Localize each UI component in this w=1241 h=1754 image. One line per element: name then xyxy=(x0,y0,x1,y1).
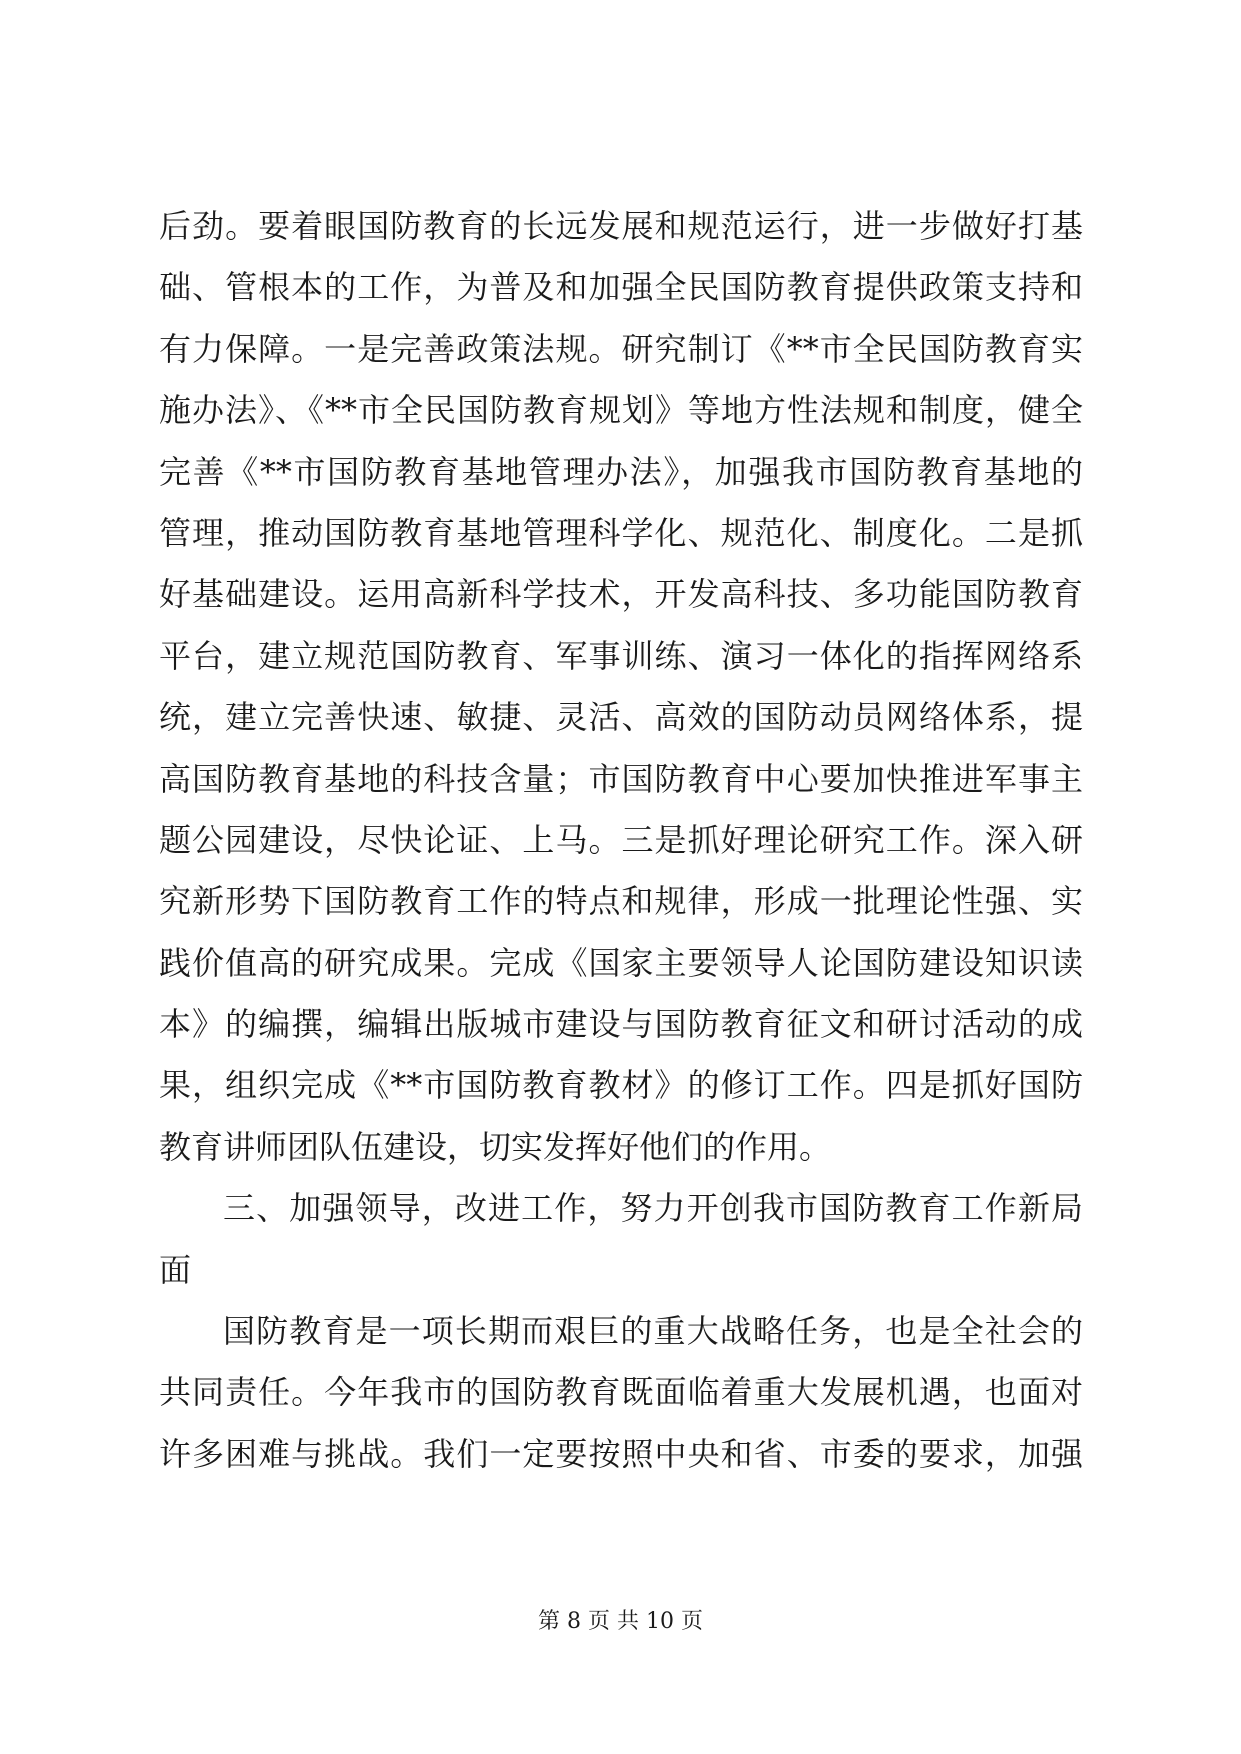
body-text-line: 许多困难与挑战。我们一定要按照中央和省、市委的要求，加强 xyxy=(159,1434,1083,1473)
body-text-line: 题公园建设，尽快论证、上马。三是抓好理论研究工作。深入研 xyxy=(159,820,1083,859)
body-text-line: 国防教育是一项长期而艰巨的重大战略任务，也是全社会的 xyxy=(223,1312,1083,1351)
body-text-line: 后劲。要着眼国防教育的长远发展和规范运行，进一步做好打基 xyxy=(159,207,1083,245)
body-text-line: 本》的编撰，编辑出版城市建设与国防教育征文和研讨活动的成 xyxy=(159,1005,1083,1044)
body-text-line: 完善《**市国防教育基地管理办法》，加强我市国防教育基地的 xyxy=(159,452,1083,491)
body-text-line: 践价值高的研究成果。完成《国家主要领导人论国防建设知识读 xyxy=(159,943,1083,982)
body-text-line: 好基础建设。运用高新科学技术，开发高科技、多功能国防教育 xyxy=(159,575,1083,614)
body-text-line: 共同责任。今年我市的国防教育既面临着重大发展机遇，也面对 xyxy=(159,1373,1083,1412)
body-text-line: 高国防教育基地的科技含量；市国防教育中心要加快推进军事主 xyxy=(159,759,1083,798)
body-text-line: 统，建立完善快速、敏捷、灵活、高效的国防动员网络体系，提 xyxy=(159,698,1083,737)
page-number-footer: 第 8 页 共 10 页 xyxy=(538,1609,703,1634)
section-heading-line: 面 xyxy=(159,1250,192,1289)
section-heading-line: 三、加强领导，改进工作，努力开创我市国防教育工作新局 xyxy=(223,1189,1083,1228)
body-text-line: 管理，推动国防教育基地管理科学化、规范化、制度化。二是抓 xyxy=(159,513,1083,552)
body-text-line: 础、管根本的工作，为普及和加强全民国防教育提供政策支持和 xyxy=(159,268,1083,307)
body-text-line: 果，组织完成《**市国防教育教材》的修订工作。四是抓好国防 xyxy=(159,1066,1083,1105)
body-text-line: 有力保障。一是完善政策法规。研究制订《**市全民国防教育实 xyxy=(159,329,1083,368)
document-body xyxy=(159,196,1083,1485)
body-text-line: 平台，建立规范国防教育、军事训练、演习一体化的指挥网络系 xyxy=(159,636,1083,675)
body-text-line: 究新形势下国防教育工作的特点和规律，形成一批理论性强、实 xyxy=(159,882,1083,921)
body-text-line: 教育讲师团队伍建设，切实发挥好他们的作用。 xyxy=(159,1127,832,1166)
body-text-line: 施办法》、《**市全民国防教育规划》等地方性法规和制度，健全 xyxy=(159,391,1083,430)
